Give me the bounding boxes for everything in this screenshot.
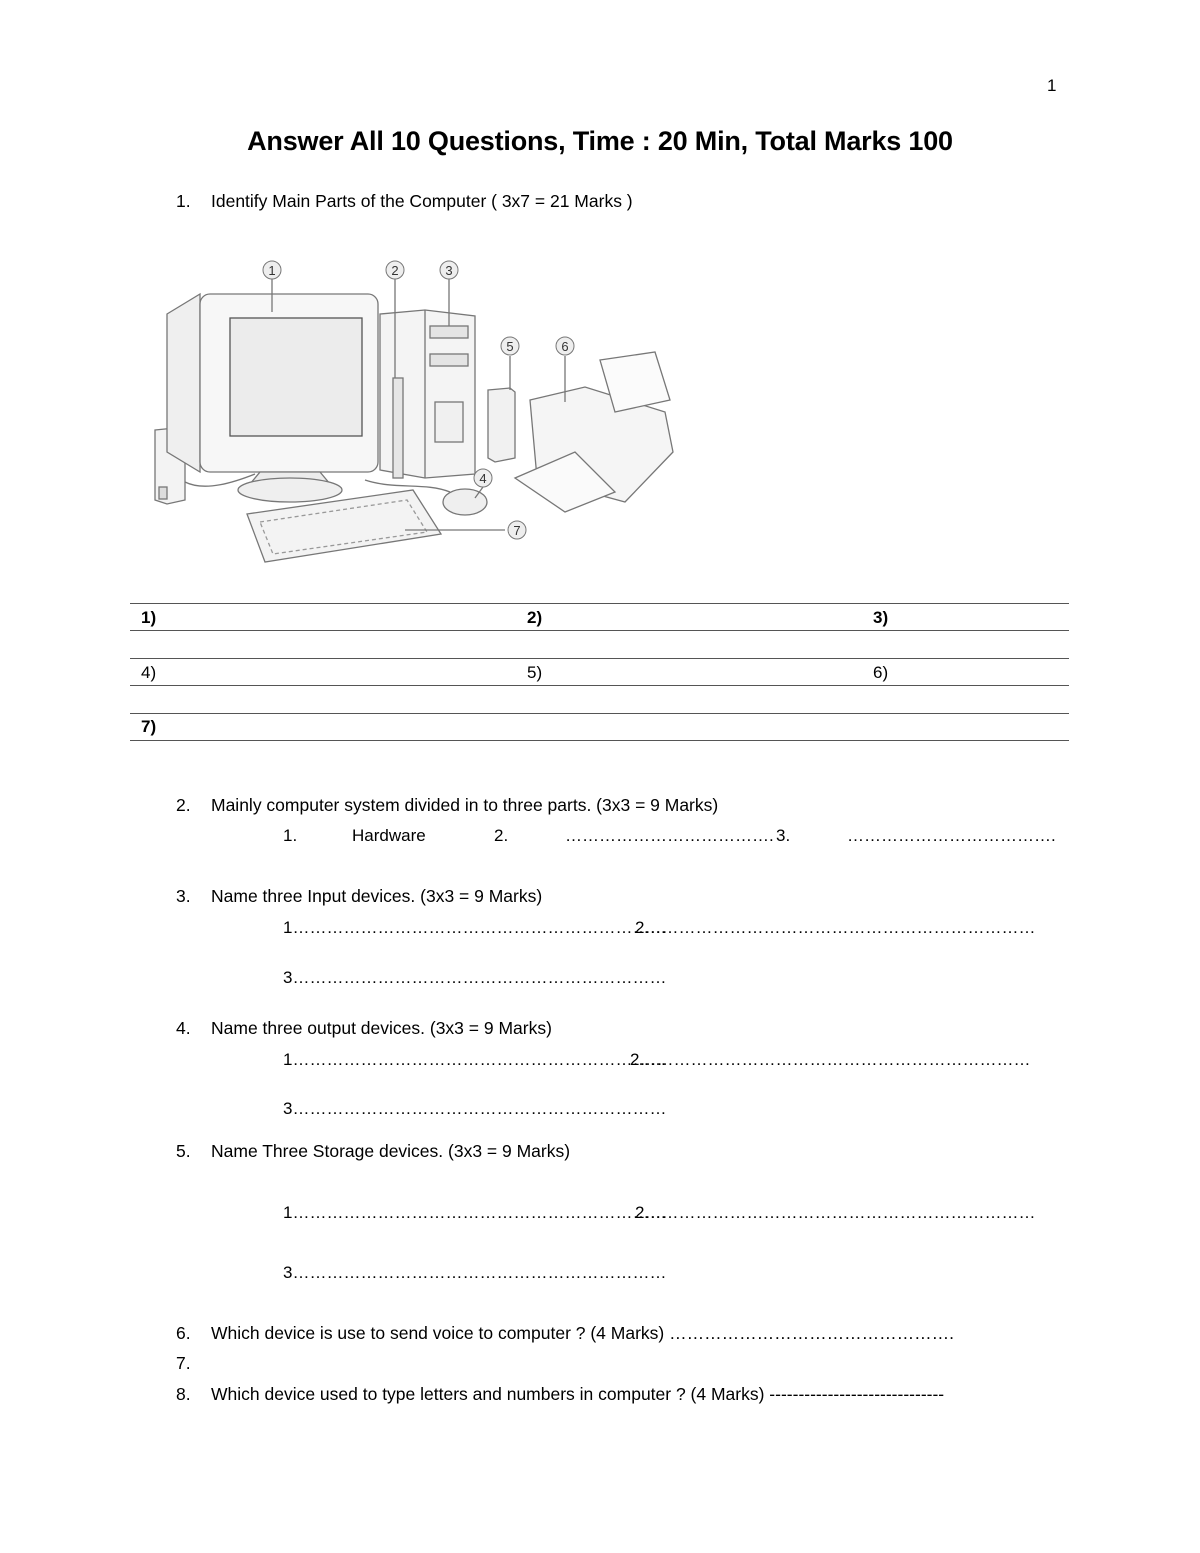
table-rule <box>130 740 1069 741</box>
question-3 <box>0 886 1200 910</box>
question-number: 1. <box>176 191 191 211</box>
question-text: Name three output devices. (3x3 = 9 Marks) <box>211 1018 552 1038</box>
q2-item-2-number: 2. <box>494 826 509 845</box>
question-text: Mainly computer system divided in to three parts. (3x3 = 9 Marks) <box>211 795 719 815</box>
question-6 <box>0 1323 1200 1347</box>
table-rule <box>130 685 1069 686</box>
callout-1-label: 1 <box>268 263 276 278</box>
callout-4-label: 4 <box>479 471 487 486</box>
question-7 <box>0 1353 1200 1377</box>
q2-item-1-number: 1. <box>283 826 298 845</box>
q5-answer-line-2: 2…………………………………………………………… <box>635 1203 1036 1222</box>
question-4 <box>0 1018 1200 1042</box>
question-number: 8. <box>176 1384 191 1404</box>
q2-item-1-answer: Hardware <box>352 826 426 845</box>
callout-4 <box>474 469 492 487</box>
q4-answer-line-1: 1………………………………………………………… <box>283 1050 667 1069</box>
callout-7 <box>508 521 526 539</box>
callout-1 <box>263 261 281 279</box>
q2-item-3-blank: ………………………………. <box>847 826 1056 845</box>
callout-2 <box>386 261 404 279</box>
answer-label-7: 7) <box>141 717 157 736</box>
question-number: 4. <box>176 1018 191 1038</box>
answer-label-4: 4) <box>141 663 157 682</box>
answer-label-2: 2) <box>527 608 543 627</box>
callout-7-label: 7 <box>513 523 521 538</box>
callout-2-label: 2 <box>391 263 399 278</box>
table-rule <box>130 603 1069 604</box>
callout-5-label: 5 <box>506 339 514 354</box>
q5-answer-line-3: 3………………………………………………………… <box>283 1263 667 1282</box>
question-1 <box>0 191 1200 215</box>
question-2 <box>0 795 1200 819</box>
q2-item-3-number: 3. <box>776 826 791 845</box>
q3-answer-line-2: 2…………………………………………………………… <box>635 918 1036 937</box>
question-text: Which device is use to send voice to computer ? (4 Marks) …………………………………………. <box>211 1323 954 1343</box>
table-rule <box>130 713 1069 714</box>
question-8 <box>0 1384 1200 1408</box>
callout-5 <box>501 337 519 355</box>
question-number: 7. <box>176 1353 191 1373</box>
q3-answer-line-3: 3………………………………………………………… <box>283 968 667 987</box>
q4-answer-line-2: 2…………………………………………………………… <box>630 1050 1031 1069</box>
table-rule <box>130 658 1069 659</box>
page-title: Answer All 10 Questions, Time : 20 Min, Total Marks 100 <box>247 126 953 156</box>
question-number: 3. <box>176 886 191 906</box>
computer-parts-illustration <box>145 252 690 582</box>
callout-6 <box>556 337 574 355</box>
q5-answer-line-1: 1………………………………………………………… <box>283 1203 667 1222</box>
callout-6-label: 6 <box>561 339 569 354</box>
answer-label-3: 3) <box>873 608 889 627</box>
question-number: 2. <box>176 795 191 815</box>
q3-answer-line-1: 1………………………………………………………… <box>283 918 667 937</box>
question-text: Name three Input devices. (3x3 = 9 Marks) <box>211 886 543 906</box>
question-5 <box>0 1141 1200 1165</box>
question-text: Name Three Storage devices. (3x3 = 9 Marks) <box>211 1141 571 1161</box>
answer-label-6: 6) <box>873 663 889 682</box>
answer-label-5: 5) <box>527 663 543 682</box>
page-number: 1 <box>1047 76 1057 95</box>
question-number: 6. <box>176 1323 191 1343</box>
answer-label-1: 1) <box>141 608 157 627</box>
question-text: Which device used to type letters and numbers in computer ? (4 Marks) ------------------------------ <box>211 1384 945 1404</box>
q4-answer-line-3: 3………………………………………………………… <box>283 1099 667 1118</box>
table-rule <box>130 630 1069 631</box>
question-number: 5. <box>176 1141 191 1161</box>
question-text: Identify Main Parts of the Computer ( 3x7 = 21 Marks ) <box>211 191 633 211</box>
computer-illustration-svg <box>145 252 690 582</box>
callout-3-label: 3 <box>445 263 453 278</box>
callout-3 <box>440 261 458 279</box>
q2-item-2-blank: ………………………………. <box>565 826 774 845</box>
